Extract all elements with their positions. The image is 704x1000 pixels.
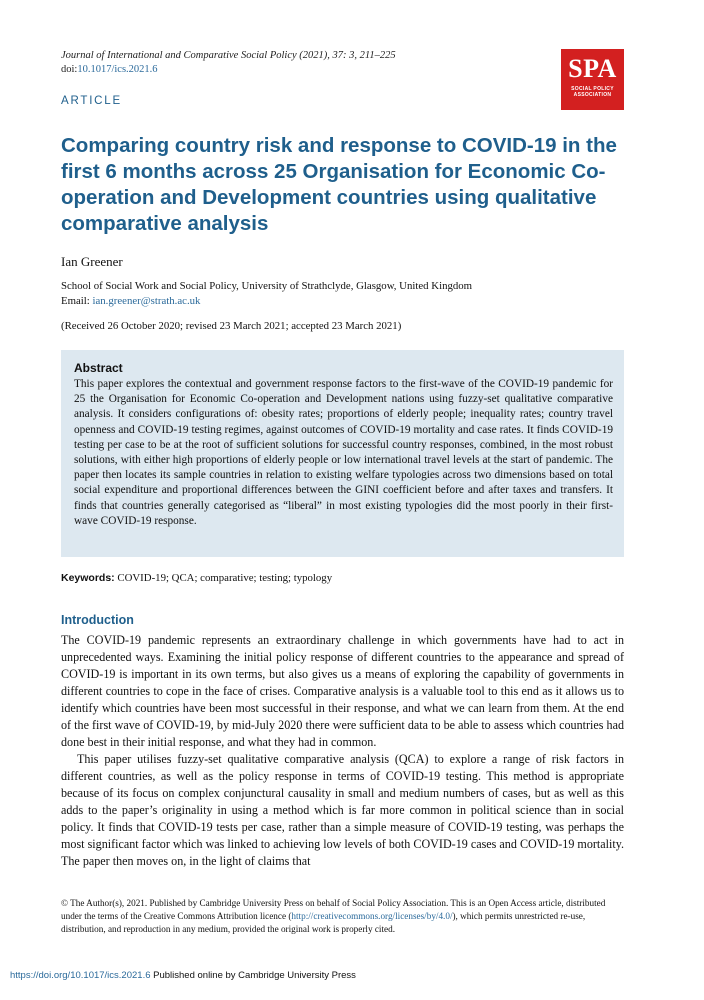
keywords bbox=[61, 572, 332, 584]
keywords-list: COVID-19; QCA; comparative; testing; typology bbox=[117, 572, 333, 584]
email-link[interactable]: ian.greener@strath.ac.uk bbox=[92, 295, 201, 307]
introduction-body bbox=[61, 632, 624, 870]
abstract-text: This paper explores the contextual and government response factors to the first-wave of the COVID-19 pandemic for 25 the Organisation for Economic Co-operation and Development nations using fuzzy-set qualitative comparative analysis. It considers configurations of: obesity rates; proportions of elderly people; inequality rates; country travel openness and COVID-19 testing regimes, against outcomes of COVID-19 mortality and case rates. It finds COVID-19 testing per case to be at the root of sufficient solutions for successful country responses, combined, in the most robust solutions, with either high proportions of elderly people or low international travel levels at the start of pandemic. The paper then locates its sample countries in relation to existing welfare typologies across two dimensions based on total social expenditure and proportional differences between the GINI coefficient before and after taxes and transfers. It finds that countries generally categorised as “liberal” in most existing typologies did the most poorly in their first-wave COVID-19 response. bbox=[74, 378, 613, 527]
license-footer bbox=[61, 897, 624, 936]
logo-text: SPA bbox=[568, 54, 617, 83]
license-link[interactable]: http://creativecommons.org/licenses/by/4.0/ bbox=[291, 911, 453, 921]
email-label: Email: bbox=[61, 295, 93, 307]
author-name: Ian Greener bbox=[61, 254, 123, 269]
paper-title: Comparing country risk and response to COVID-19 in the first 6 months across 25 Organisation for Economic Co-operation and Development countries using qualitative comparative analysis bbox=[61, 134, 617, 235]
doi-line bbox=[61, 63, 396, 77]
abstract-heading: Abstract bbox=[74, 361, 123, 375]
affiliation: School of Social Work and Social Policy, University of Strathclyde, Glasgow, United Kingdom bbox=[61, 280, 473, 292]
doi-bar-text: Published online by Cambridge University Press bbox=[150, 970, 356, 981]
affiliation-block bbox=[61, 279, 641, 309]
journal-citation: Journal of International and Comparative Social Policy (2021), 37: 3, 211–225 bbox=[61, 50, 396, 61]
logo-line2: ASSOCIATION bbox=[573, 92, 612, 98]
abstract-box bbox=[61, 350, 624, 557]
paragraph: The COVID-19 pandemic represents an extraordinary challenge in which governments have had to act in unprecedented ways. Examining the initial policy response of different countries to the appearance and spread of COVID-19 is important in its own terms, but also gives us a means of exploring the capability of governments in different countries to cope in the face of crises. Comparative analysis is a valuable tool to this end as it allows us to identify which countries have been most successful in their response, and what we can learn from them. At the end of the first wave of COVID-19, by mid-July 2020 there were sufficient data to be able to assess which countries had done best in their initial response, and what they had in common. bbox=[61, 633, 624, 749]
logo-line1: SOCIAL POLICY bbox=[571, 86, 614, 92]
email-line bbox=[61, 294, 641, 309]
doi-bar-link[interactable]: https://doi.org/10.1017/ics.2021.6 bbox=[10, 970, 151, 981]
spa-logo bbox=[561, 49, 624, 110]
article-type-label: ARTICLE bbox=[61, 95, 122, 107]
doi-prefix: doi: bbox=[61, 64, 78, 75]
introduction-heading: Introduction bbox=[61, 613, 134, 627]
received-dates: (Received 26 October 2020; revised 23 March 2021; accepted 23 March 2021) bbox=[61, 320, 402, 332]
license-text-before: © The Author(s), 2021. Published by Cambridge University Press on behalf of Social Policy Association. This is an Open Access article, distributed under the terms of the Creative Commons Attribution licence ( bbox=[61, 898, 606, 921]
license-text-after: ), which permits unrestricted re-use, distribution, and reproduction in any medium, provided the original work is properly cited. bbox=[61, 911, 586, 934]
keywords-label: Keywords: bbox=[61, 572, 115, 584]
paragraph: This paper utilises fuzzy-set qualitative comparative analysis (QCA) to explore a range of risk factors in different countries, as well as the policy response in terms of COVID-19 testing. This method is appropriate because of its focus on complex conjunctural causality in small and medium numbers of cases, but as well as this adds to the paper’s originality in using a method which is far more common in political science than in social policy. It finds that COVID-19 tests per case, rather than a simple measure of COVID-19 testing, was perhaps the most significant factor which was linked to achieving low levels of both COVID-19 cases and COVID-19 mortality. The paper then moves on, in the light of claims that bbox=[61, 752, 624, 868]
doi-bar bbox=[10, 970, 356, 981]
journal-header bbox=[61, 49, 396, 77]
doi-link[interactable]: 10.1017/ics.2021.6 bbox=[77, 64, 158, 75]
